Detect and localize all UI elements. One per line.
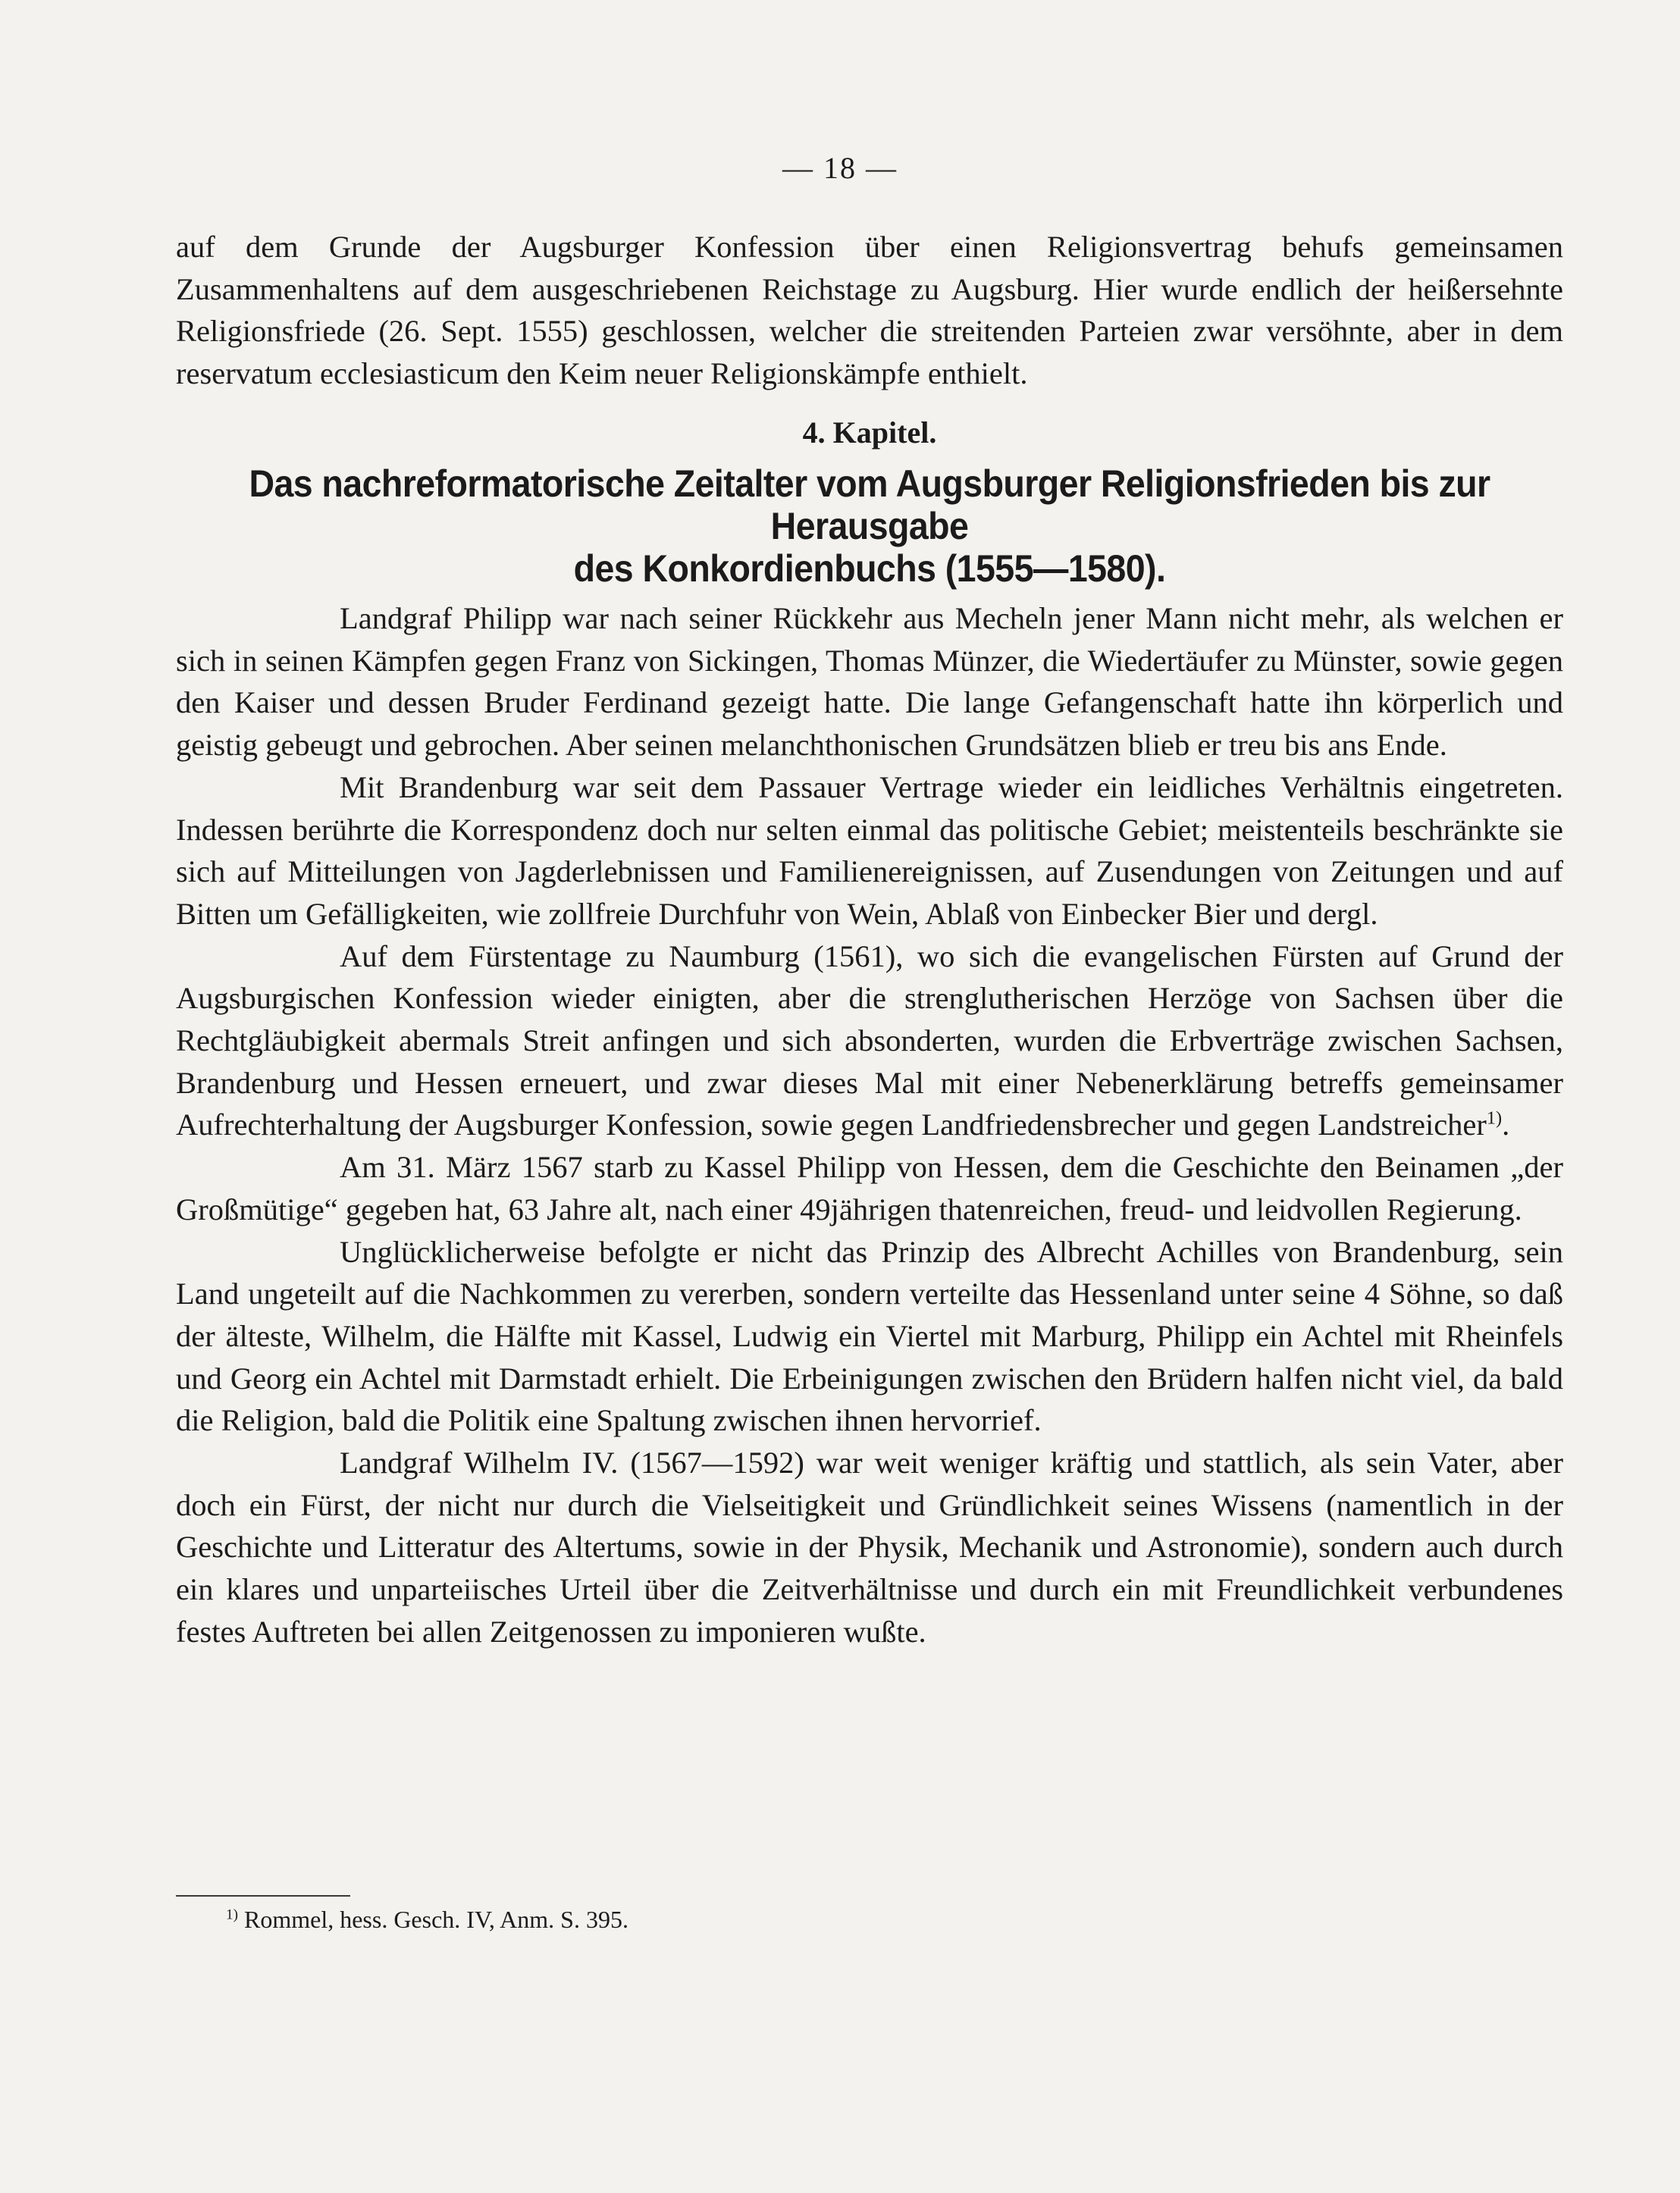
paragraph-naumburg <box>176 935 1563 1147</box>
paragraph-brandenburg: Mit Brandenburg war seit dem Passauer Vertrage wieder ein leidliches Verhältnis eingetreten. Indessen berührte die Korrespondenz doch nur selten einmal das politische Gebiet; meistenteils beschränkte sie sich auf Mitteilungen von Jagderlebnissen und Familienereignissen, auf Zusendungen von Zeitungen und auf Bitten um Gefälligkeiten, wie zollfreie Durchfuhr von Wein, Ablaß von Einbecker Bier und dergl. <box>176 769 1563 931</box>
page-number: — 18 — <box>782 151 898 185</box>
main-text <box>176 226 1563 395</box>
paragraph-naumburg-text: Auf dem Fürstentage zu Naumburg (1561), wo sich die evangelischen Fürsten auf Grund der Augsburgischen Konfession wieder einigten, aber die strenglutherischen Herzöge von Sachsen über die Rechtgläubigkeit abermals Streit anfingen und sich absonderten, wurden die Erbverträge zwischen Sachsen, Brandenburg und Hessen erneuert, und zwar dieses Mal mit einer Nebenerklärung betreffs gemeinsamer Aufrechterhaltung der Augsburger Konfession, sowie gegen Landfriedensbrecher und gegen Landstreicher <box>176 938 1563 1142</box>
paragraph-division: Unglücklicherweise befolgte er nicht das Prinzip des Albrecht Achilles von Brandenburg, sein Land ungeteilt auf die Nachkommen zu vererben, sondern verteilte das Hessenland unter seine 4 Söhne, so daß der älteste, Wilhelm, die Hälfte mit Kassel, Ludwig ein Viertel mit Marburg, Philipp ein Achtel mit Rheinfels und Georg ein Achtel mit Darmstadt erhielt. Die Erbeinigungen zwischen den Brüdern halfen nicht viel, da bald die Religion, bald die Politik eine Spaltung zwischen ihnen hervorrief. <box>176 1234 1563 1438</box>
chapter-heading <box>176 409 1563 590</box>
footnote-text: Rommel, hess. Gesch. IV, Anm. S. 395. <box>237 1906 628 1933</box>
chapter-number: 4. Kapitel. <box>802 415 937 450</box>
footnote <box>226 1904 628 1935</box>
body-text <box>176 597 1563 1653</box>
paragraph-death-philipp: Am 31. März 1567 starb zu Kassel Philipp von Hessen, dem die Geschichte den Beinamen „der Großmütige“ gegeben hat, 63 Jahre alt, nach einer 49jährigen thatenreichen, freud- und leidvollen Regierung. <box>176 1150 1563 1227</box>
paragraph-wilhelm: Landgraf Wilhelm IV. (1567—1592) war weit weniger kräftig und stattlich, als sein Vater, aber doch ein Fürst, der nicht nur durch die Vielseitigkeit und Gründlichkeit seines Wissens (namentlich in der Geschichte und Litteratur des Altertums, sowie in der Physik, Mechanik und Astronomie), sondern auch durch ein klares und unparteiisches Urteil über die Zeitverhältnisse und durch ein mit Freundlichkeit verbundenes festes Auftreten bei allen Zeitgenossen zu imponieren wußte. <box>176 1446 1563 1649</box>
footnote-mark: 1) <box>226 1906 238 1923</box>
footnote-divider <box>176 1895 350 1897</box>
intro-paragraph: auf dem Grunde der Augsburger Konfession über einen Religionsvertrag behufs gemeinsamen Zusammenhaltens auf dem ausgeschriebenen Reichstage zu Augsburg. Hier wurde endlich der heißersehnte Religionsfriede (26. Sept. 1555) geschlossen, welcher die streitenden Parteien zwar versöhnte, aber in dem reservatum ecclesiasticum den Keim neuer Religionskämpfe enthielt. <box>176 230 1563 391</box>
paragraph-philipp: Landgraf Philipp war nach seiner Rückkehr aus Mecheln jener Mann nicht mehr, als welchen er sich in seinen Kämpfen gegen Franz von Sickingen, Thomas Münzer, die Wiedertäufer zu Münster, sowie gegen den Kaiser und dessen Bruder Ferdinand gezeigt hatte. Die lange Gefangenschaft hatte ihn körperlich und geistig gebeugt und gebrochen. Aber seinen melanchthonischen Grundsätzen blieb er treu bis ans Ende. <box>176 601 1563 763</box>
chapter-title-line-2: des Konkordienbuchs (1555—1580). <box>573 547 1166 590</box>
footnote-reference: 1) <box>1486 1107 1503 1129</box>
chapter-title-line-1: Das nachreformatorische Zeitalter vom Augsburger Religionsfrieden bis zur Herausgabe <box>249 462 1490 547</box>
paragraph-naumburg-ending: . <box>1502 1107 1510 1142</box>
